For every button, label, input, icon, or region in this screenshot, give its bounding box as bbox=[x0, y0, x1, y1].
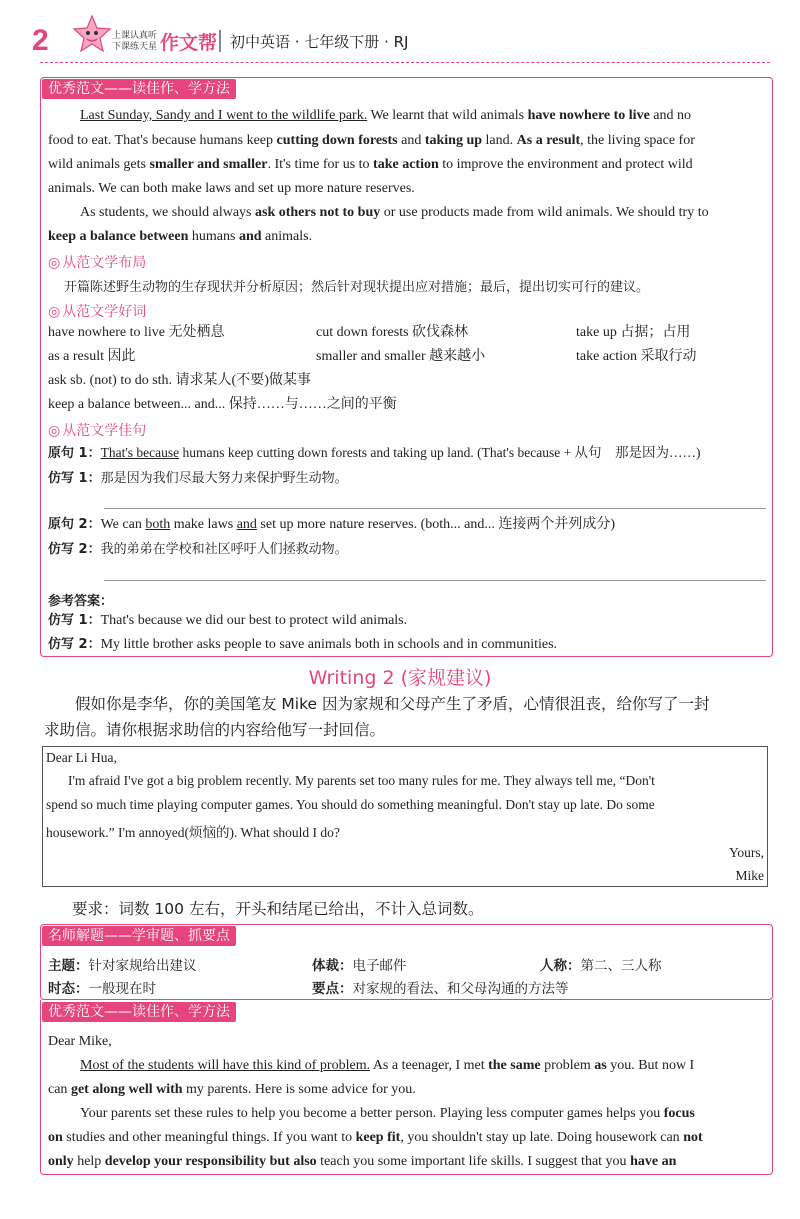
tense-value: 一般现在时 bbox=[88, 981, 156, 997]
phrase-r1-c2: cut down forests 砍伐森林 bbox=[316, 325, 469, 340]
m1-para1-line1 bbox=[80, 104, 691, 128]
m2-l2-s0: can bbox=[48, 1082, 71, 1097]
writing2-prompt-line1: 假如你是李华，你的美国笔友 Mike 因为家规和父母产生了矛盾，心情很沮丧，给你写了一封 bbox=[75, 695, 710, 713]
phrase-long-1: ask sb. (not) to do sth. 请求某人(不要)做某事 bbox=[48, 373, 311, 388]
header-rule bbox=[40, 62, 770, 63]
imit2-text: 我的弟弟在学校和社区呼吁人们拯救动物。 bbox=[100, 542, 348, 557]
m2-l1-s0: Most of the students will have this kind of problem. bbox=[80, 1058, 371, 1073]
analysis-tense bbox=[48, 977, 156, 997]
imitate-sentence-2 bbox=[48, 537, 348, 562]
answer-line-1 bbox=[104, 508, 766, 509]
analysis-topic bbox=[48, 954, 197, 974]
m1-l2-s2: and bbox=[397, 133, 425, 148]
m2-greeting: Dear Mike, bbox=[48, 1034, 112, 1049]
letter-line1: I'm afraid I've got a big problem recently. My parents set too many rules for me. They always tell me, “Don't bbox=[68, 773, 655, 788]
model-essay-1-tag: 优秀范文——读佳作、学方法 bbox=[42, 79, 236, 99]
m1-l2-s3: taking up bbox=[424, 133, 483, 148]
m2-l2-s2: my parents. Here is some advice for you. bbox=[182, 1082, 416, 1097]
answer-1 bbox=[48, 609, 407, 633]
m1-para2-line1 bbox=[80, 201, 709, 225]
imit1-label: 仿写 1： bbox=[48, 471, 101, 486]
m2-l5-s3: teach you some important life skills. I suggest that you bbox=[316, 1154, 631, 1169]
m1-p2l2-s3: animals. bbox=[261, 229, 313, 244]
m2-line1 bbox=[80, 1054, 694, 1078]
star-logo-icon bbox=[72, 14, 112, 54]
person-value: 第二、三人称 bbox=[580, 958, 662, 974]
writing2-title: Writing 2 (家规建议) bbox=[308, 667, 492, 689]
ans2-label: 仿写 2： bbox=[48, 637, 101, 652]
letter-closing: Yours, bbox=[728, 845, 764, 860]
m1-l3-s3: take action bbox=[373, 157, 439, 172]
letter-greeting: Dear Li Hua, bbox=[46, 750, 117, 765]
points-label: 要点： bbox=[312, 981, 353, 997]
tense-label: 时态： bbox=[48, 981, 89, 997]
m1-l2-s1: cutting down forests bbox=[276, 133, 398, 148]
brand-name: 作文帮 bbox=[160, 32, 218, 54]
orig2-label: 原句 2： bbox=[48, 517, 101, 532]
letter-line3: housework.” I'm annoyed(烦恼的). What should I do? bbox=[46, 825, 340, 840]
page-number: 2 bbox=[32, 24, 49, 57]
m2-line4 bbox=[48, 1126, 703, 1150]
letter-box bbox=[42, 746, 768, 887]
m1-l1-s2: have nowhere to live bbox=[527, 108, 650, 123]
ans2-text: My little brother asks people to save animals both in schools and in communities. bbox=[100, 637, 558, 652]
m1-l3-s0: wild animals gets bbox=[48, 157, 150, 172]
slogan-line1: 上课认真听 bbox=[112, 31, 158, 41]
analysis-tag: 名师解题——学审题、抓要点 bbox=[42, 926, 236, 946]
ans1-label: 仿写 1： bbox=[48, 613, 101, 628]
page-header bbox=[0, 0, 800, 60]
orig2-both: both bbox=[145, 517, 171, 532]
m1-para2-line2 bbox=[48, 225, 312, 249]
answer-line-2 bbox=[104, 580, 766, 581]
orig2-c: set up more nature reserves. (both... and... 连接两个并列成分) bbox=[256, 517, 615, 532]
m2-l1-s1: As a teenager, I met bbox=[370, 1058, 489, 1073]
m1-para1-line3 bbox=[48, 153, 693, 177]
writing2-prompt-line2: 求助信。请你根据求助信的内容给他写一封回信。 bbox=[44, 721, 386, 739]
m1-p2l2-s1: humans bbox=[188, 229, 239, 244]
phrase-long-2: keep a balance between... and... 保持……与……之间的平衡 bbox=[48, 397, 397, 412]
m1-l2-s4: land. bbox=[482, 133, 517, 148]
m2-line5 bbox=[48, 1150, 676, 1174]
book-series: 初中英语 · 七年级下册 · RJ bbox=[230, 33, 409, 51]
m2-l3-bold: focus bbox=[663, 1106, 695, 1121]
letter-signature: Mike bbox=[735, 868, 764, 883]
m2-l3-text: Your parents set these rules to help you become a better person. Playing less computer games helps you bbox=[80, 1106, 661, 1121]
m2-l4-s3: , you shouldn't stay up late. Doing housework can bbox=[400, 1130, 684, 1145]
ans1-text: That's because we did our best to protect wild animals. bbox=[100, 613, 408, 628]
person-label: 人称： bbox=[540, 958, 581, 974]
m1-l2-s0: food to eat. That's because humans keep bbox=[48, 133, 277, 148]
phrase-r1-c1: have nowhere to live 无处栖息 bbox=[48, 325, 225, 340]
requirement-text: 要求：词数 100 左右，开头和结尾已给出，不计入总词数。 bbox=[72, 900, 484, 918]
m2-l4-s0: on bbox=[48, 1130, 63, 1145]
layout-text: 开篇陈述野生动物的生存现状并分析原因；然后针对现状提出应对措施；最后，提出切实可行的建议。 bbox=[64, 280, 650, 295]
answer-heading: 参考答案： bbox=[48, 594, 114, 609]
m1-l3-s1: smaller and smaller bbox=[149, 157, 268, 172]
m1-l1-s0: Last Sunday, Sandy and I went to the wildlife park. bbox=[80, 108, 368, 123]
m2-l5-s4: have an bbox=[630, 1154, 677, 1169]
analysis-points bbox=[312, 977, 569, 997]
m2-l4-s2: keep fit bbox=[355, 1130, 401, 1145]
points-value: 对家规的看法、和父母沟通的方法等 bbox=[352, 981, 569, 997]
orig2-and: and bbox=[236, 517, 257, 532]
m1-p2l2-s2: and bbox=[238, 229, 262, 244]
phrase-r2-c2: smaller and smaller 越来越小 bbox=[316, 349, 486, 364]
orig1-text: humans keep cutting down forests and taking up land. (That's because + 从句 那是因为……) bbox=[179, 445, 701, 460]
m2-l5-s2: develop your responsibility but also bbox=[104, 1154, 317, 1169]
m1-l3-s4: to improve the environment and protect wild bbox=[438, 157, 693, 172]
m2-l1-s3: problem bbox=[540, 1058, 595, 1073]
m2-l2-s1: get along well with bbox=[70, 1082, 183, 1097]
m1-p2-s1: ask others not to buy bbox=[255, 205, 381, 220]
m1-para1-line2 bbox=[48, 129, 695, 153]
analysis-person bbox=[540, 954, 662, 974]
model-essay-2-tag: 优秀范文——读佳作、学方法 bbox=[42, 1002, 236, 1022]
genre-value: 电子邮件 bbox=[352, 958, 407, 974]
m1-l3-s2: . It's time for us to bbox=[267, 157, 374, 172]
m1-l1-s1: We learnt that wild animals bbox=[367, 108, 528, 123]
letter-line2: spend so much time playing computer games. You should do something meaningful. Don't stay up late. Do some bbox=[46, 797, 655, 812]
phrase-r1-c3: take up 占据；占用 bbox=[576, 325, 691, 340]
m2-l5-s0: only bbox=[48, 1154, 74, 1169]
m1-l2-s5: As a result bbox=[516, 133, 581, 148]
phrase-r2-c1: as a result 因此 bbox=[48, 349, 136, 364]
m1-p2l2-s0: keep a balance between bbox=[48, 229, 189, 244]
words-heading: ◎ 从范文学好词 bbox=[48, 301, 146, 321]
imit1-text: 那是因为我们尽最大努力来保护野生动物。 bbox=[100, 471, 348, 486]
m2-l1-s2: the same bbox=[488, 1058, 541, 1073]
orig-sentence-2 bbox=[48, 513, 615, 537]
imit2-label: 仿写 2： bbox=[48, 542, 101, 557]
orig1-highlight: That's because bbox=[100, 445, 180, 460]
m2-l1-s4: as bbox=[594, 1058, 607, 1073]
orig1-label: 原句 1： bbox=[48, 446, 101, 461]
answer-2 bbox=[48, 633, 557, 657]
header-divider bbox=[219, 30, 221, 52]
m2-l4-s1: studies and other meaningful things. If you want to bbox=[62, 1130, 356, 1145]
m2-l4-s4: not bbox=[683, 1130, 703, 1145]
phrase-r2-c3: take action 采取行动 bbox=[576, 349, 697, 364]
topic-value: 针对家规给出建议 bbox=[88, 958, 197, 974]
m2-l5-s1: help bbox=[73, 1154, 105, 1169]
layout-heading: ◎ 从范文学布局 bbox=[48, 252, 146, 272]
orig-sentence-1 bbox=[48, 441, 701, 466]
m1-para1-line4: animals. We can both make laws and set up more nature reserves. bbox=[48, 181, 415, 196]
orig2-b: make laws bbox=[170, 517, 237, 532]
m2-line3 bbox=[80, 1102, 695, 1126]
slogan-line2: 下课练天星 bbox=[112, 42, 158, 52]
m1-l1-s3: and no bbox=[649, 108, 692, 123]
topic-label: 主题： bbox=[48, 958, 89, 974]
m2-line2 bbox=[48, 1078, 416, 1102]
genre-label: 体裁： bbox=[312, 958, 353, 974]
m1-p2-s0: As students, we should always bbox=[80, 205, 255, 220]
m2-l1-s5: you. But now I bbox=[606, 1058, 695, 1073]
m1-l2-s6: , the living space for bbox=[580, 133, 695, 148]
sentences-heading: ◎ 从范文学佳句 bbox=[48, 420, 146, 440]
orig2-a: We can bbox=[100, 517, 146, 532]
m1-p2-s2: or use products made from wild animals. We should try to bbox=[380, 205, 709, 220]
imitate-sentence-1 bbox=[48, 466, 348, 491]
analysis-genre bbox=[312, 954, 407, 974]
